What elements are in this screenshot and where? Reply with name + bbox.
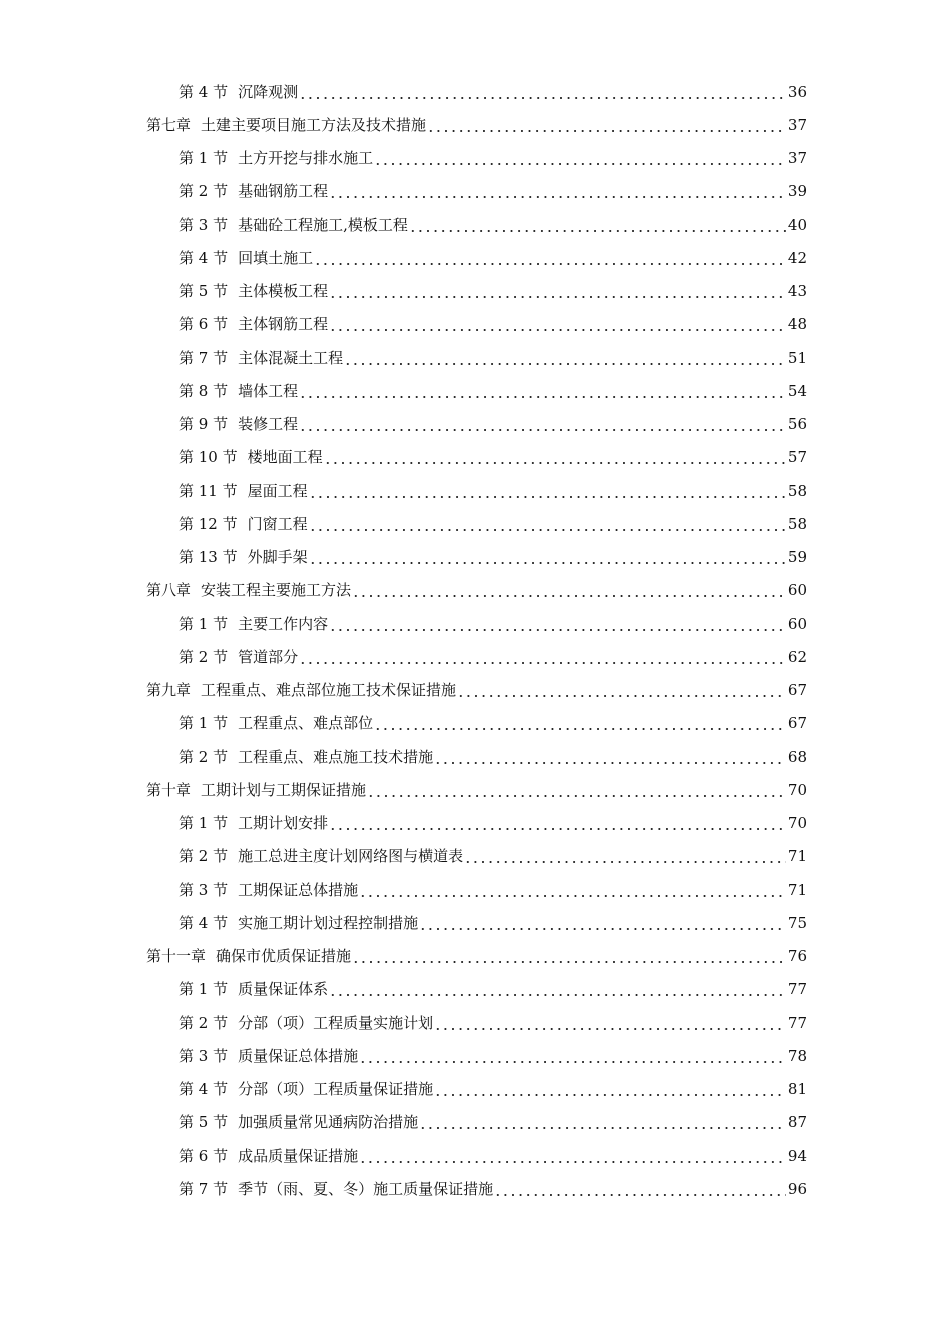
toc-section-entry[interactable] — [0, 973, 950, 1006]
toc-entry-text: 主体模板工程 — [238, 282, 329, 301]
toc-dot-leader — [434, 1079, 786, 1099]
toc-entry-text: 主体混凝土工程 — [238, 348, 344, 367]
toc-dot-leader — [314, 248, 786, 268]
toc-entry-title — [179, 348, 343, 368]
toc-dot-leader — [464, 846, 786, 866]
toc-entry-number: 第十一章 — [146, 947, 207, 966]
toc-dot-leader — [374, 713, 786, 733]
toc-dot-leader — [329, 314, 786, 334]
toc-section-entry[interactable] — [0, 275, 950, 308]
toc-entry-text: 楼地面工程 — [247, 448, 323, 467]
toc-entry-text: 成品质量保证措施 — [238, 1146, 359, 1165]
toc-section-entry[interactable] — [0, 807, 950, 840]
toc-entry-title — [179, 979, 328, 999]
toc-entry-title — [179, 381, 298, 401]
toc-entry-text: 土建主要项目施工方法及技术措施 — [201, 115, 427, 134]
toc-page-number: 87 — [787, 1113, 807, 1132]
toc-section-entry[interactable] — [0, 308, 950, 341]
toc-dot-leader — [419, 1112, 786, 1132]
toc-section-entry[interactable] — [0, 707, 950, 740]
toc-section-entry[interactable] — [0, 507, 950, 540]
toc-page-number: 96 — [787, 1179, 807, 1198]
toc-page-number: 58 — [787, 481, 807, 500]
toc-entry-number: 第 5 节 — [179, 1113, 229, 1132]
toc-page-number: 77 — [787, 1013, 807, 1032]
toc-section-entry[interactable] — [0, 1172, 950, 1205]
toc-dot-leader — [329, 181, 786, 201]
toc-entry-number: 第八章 — [146, 581, 192, 600]
toc-dot-leader — [419, 913, 786, 933]
toc-chapter-entry[interactable] — [0, 773, 950, 806]
toc-dot-leader — [409, 215, 786, 235]
toc-entry-title — [179, 1046, 358, 1066]
toc-chapter-entry[interactable] — [0, 108, 950, 141]
toc-dot-leader — [299, 414, 786, 434]
toc-entry-title — [179, 1146, 358, 1166]
toc-page-number: 42 — [787, 248, 807, 267]
toc-entry-number: 第 8 节 — [179, 381, 229, 400]
toc-entry-text: 质量保证总体措施 — [238, 1046, 359, 1065]
toc-entry-text: 分部（项）工程质量保证措施 — [238, 1080, 434, 1099]
toc-entry-text: 实施工期计划过程控制措施 — [238, 913, 419, 932]
toc-page-number: 78 — [787, 1046, 807, 1065]
toc-section-entry[interactable] — [0, 175, 950, 208]
toc-entry-number: 第 2 节 — [179, 1013, 229, 1032]
toc-entry-number: 第 3 节 — [179, 880, 229, 899]
toc-entry-title — [179, 414, 298, 434]
toc-entry-title — [179, 447, 323, 467]
toc-dot-leader — [457, 680, 786, 700]
toc-page-number: 36 — [787, 82, 807, 101]
toc-entry-text: 安装工程主要施工方法 — [201, 581, 352, 600]
toc-entry-number: 第 4 节 — [179, 82, 229, 101]
toc-entry-number: 第 12 节 — [179, 514, 238, 533]
toc-chapter-entry[interactable] — [0, 940, 950, 973]
toc-entry-number: 第 11 节 — [179, 481, 238, 500]
toc-dot-leader — [299, 381, 786, 401]
toc-entry-title — [179, 1013, 433, 1033]
toc-entry-title — [179, 913, 418, 933]
toc-entry-number: 第 4 节 — [179, 913, 229, 932]
table-of-contents — [0, 75, 950, 1206]
toc-dot-leader — [309, 481, 786, 501]
toc-entry-title — [146, 580, 351, 600]
toc-page-number: 54 — [787, 381, 807, 400]
toc-entry-text: 工程重点、难点部位 — [238, 714, 374, 733]
toc-section-entry[interactable] — [0, 474, 950, 507]
toc-page-number: 37 — [787, 149, 807, 168]
toc-dot-leader — [329, 813, 786, 833]
toc-page-number: 81 — [787, 1080, 807, 1099]
toc-entry-text: 土方开挖与排水施工 — [238, 149, 374, 168]
toc-section-entry[interactable] — [0, 75, 950, 108]
toc-section-entry[interactable] — [0, 441, 950, 474]
toc-entry-title — [179, 813, 328, 833]
toc-section-entry[interactable] — [0, 208, 950, 241]
toc-entry-number: 第 3 节 — [179, 1046, 229, 1065]
toc-entry-number: 第十章 — [146, 780, 192, 799]
toc-entry-title — [179, 880, 358, 900]
toc-entry-number: 第 4 节 — [179, 248, 229, 267]
toc-entry-number: 第 5 节 — [179, 282, 229, 301]
toc-dot-leader — [434, 747, 786, 767]
toc-entry-text: 屋面工程 — [247, 481, 308, 500]
toc-entry-title — [179, 614, 328, 634]
toc-entry-title — [179, 148, 373, 168]
toc-page-number: 70 — [787, 814, 807, 833]
toc-entry-text: 季节（雨、夏、冬）施工质量保证措施 — [238, 1179, 494, 1198]
toc-entry-text: 工程重点、难点部位施工技术保证措施 — [201, 681, 457, 700]
toc-entry-title — [179, 248, 313, 268]
toc-entry-number: 第 10 节 — [179, 448, 238, 467]
toc-entry-title — [179, 281, 328, 301]
toc-entry-title — [179, 647, 298, 667]
toc-entry-text: 质量保证体系 — [238, 980, 329, 999]
toc-page-number: 48 — [787, 315, 807, 334]
toc-dot-leader — [329, 614, 786, 634]
toc-entry-text: 基础砼工程施工,模板工程 — [238, 215, 408, 234]
toc-entry-number: 第 1 节 — [179, 614, 229, 633]
toc-section-entry[interactable] — [0, 142, 950, 175]
toc-section-entry[interactable] — [0, 374, 950, 407]
toc-entry-number: 第 3 节 — [179, 215, 229, 234]
toc-entry-title — [179, 547, 308, 567]
toc-entry-title — [179, 1112, 418, 1132]
toc-page-number: 75 — [787, 913, 807, 932]
toc-section-entry[interactable] — [0, 840, 950, 873]
toc-section-entry[interactable] — [0, 1039, 950, 1072]
toc-dot-leader — [494, 1179, 786, 1199]
toc-section-entry[interactable] — [0, 1106, 950, 1139]
toc-dot-leader — [324, 447, 786, 467]
toc-page-number: 60 — [787, 581, 807, 600]
toc-entry-text: 沉降观测 — [238, 82, 299, 101]
toc-entry-title — [146, 115, 426, 135]
toc-dot-leader — [329, 281, 786, 301]
toc-entry-number: 第九章 — [146, 681, 192, 700]
toc-section-entry[interactable] — [0, 541, 950, 574]
toc-entry-title — [179, 747, 433, 767]
toc-entry-title — [146, 680, 456, 700]
toc-section-entry[interactable] — [0, 241, 950, 274]
toc-entry-number: 第 2 节 — [179, 647, 229, 666]
toc-entry-title — [179, 846, 463, 866]
toc-dot-leader — [299, 647, 786, 667]
toc-entry-text: 工期计划与工期保证措施 — [201, 780, 367, 799]
toc-page-number: 94 — [787, 1146, 807, 1165]
toc-chapter-entry[interactable] — [0, 574, 950, 607]
toc-dot-leader — [309, 514, 786, 534]
toc-entry-text: 确保市优质保证措施 — [216, 947, 352, 966]
toc-section-entry[interactable] — [0, 1006, 950, 1039]
toc-page-number: 71 — [787, 847, 807, 866]
toc-entry-text: 管道部分 — [238, 647, 299, 666]
toc-entry-number: 第 1 节 — [179, 814, 229, 833]
toc-section-entry[interactable] — [0, 873, 950, 906]
toc-entry-number: 第 9 节 — [179, 415, 229, 434]
toc-entry-text: 主要工作内容 — [238, 614, 329, 633]
toc-entry-number: 第 1 节 — [179, 149, 229, 168]
toc-entry-text: 外脚手架 — [247, 548, 308, 567]
toc-entry-title — [179, 82, 298, 102]
toc-page-number: 62 — [787, 647, 807, 666]
toc-section-entry[interactable] — [0, 341, 950, 374]
toc-page-number: 77 — [787, 980, 807, 999]
toc-page-number: 67 — [787, 714, 807, 733]
toc-entry-title — [179, 181, 328, 201]
toc-page-number: 51 — [787, 348, 807, 367]
toc-entry-number: 第 13 节 — [179, 548, 238, 567]
toc-dot-leader — [309, 547, 786, 567]
toc-entry-number: 第 7 节 — [179, 348, 229, 367]
toc-entry-title — [179, 1079, 433, 1099]
toc-page-number: 67 — [787, 681, 807, 700]
toc-page-number: 76 — [787, 947, 807, 966]
toc-entry-title — [179, 215, 408, 235]
toc-page-number: 71 — [787, 880, 807, 899]
toc-entry-text: 基础钢筋工程 — [238, 182, 329, 201]
toc-dot-leader — [344, 348, 786, 368]
toc-page-number: 68 — [787, 747, 807, 766]
toc-chapter-entry[interactable] — [0, 674, 950, 707]
toc-dot-leader — [427, 115, 786, 135]
toc-entry-text: 装修工程 — [238, 415, 299, 434]
toc-section-entry[interactable] — [0, 607, 950, 640]
toc-entry-title — [179, 514, 308, 534]
toc-entry-number: 第 2 节 — [179, 747, 229, 766]
toc-dot-leader — [329, 979, 786, 999]
toc-page-number: 58 — [787, 514, 807, 533]
toc-entry-title — [146, 780, 366, 800]
toc-entry-number: 第 2 节 — [179, 182, 229, 201]
toc-entry-text: 分部（项）工程质量实施计划 — [238, 1013, 434, 1032]
toc-section-entry[interactable] — [0, 1073, 950, 1106]
toc-dot-leader — [359, 1146, 786, 1166]
toc-dot-leader — [434, 1013, 786, 1033]
toc-section-entry[interactable] — [0, 740, 950, 773]
toc-dot-leader — [367, 780, 786, 800]
toc-page-number: 56 — [787, 415, 807, 434]
toc-section-entry[interactable] — [0, 906, 950, 939]
toc-page-number: 59 — [787, 548, 807, 567]
toc-entry-text: 施工总进主度计划网络图与横道表 — [238, 847, 464, 866]
toc-section-entry[interactable] — [0, 408, 950, 441]
toc-page-number: 37 — [787, 115, 807, 134]
toc-entry-number: 第 7 节 — [179, 1179, 229, 1198]
toc-entry-title — [179, 713, 373, 733]
toc-entry-text: 工程重点、难点施工技术措施 — [238, 747, 434, 766]
toc-dot-leader — [352, 580, 786, 600]
toc-entry-text: 工期计划安排 — [238, 814, 329, 833]
toc-entry-text: 墙体工程 — [238, 381, 299, 400]
toc-entry-title — [179, 314, 328, 334]
toc-entry-number: 第七章 — [146, 115, 192, 134]
toc-entry-text: 主体钢筋工程 — [238, 315, 329, 334]
toc-dot-leader — [359, 1046, 786, 1066]
toc-section-entry[interactable] — [0, 1139, 950, 1172]
toc-dot-leader — [352, 946, 786, 966]
toc-entry-text: 回填土施工 — [238, 248, 314, 267]
toc-entry-number: 第 6 节 — [179, 1146, 229, 1165]
toc-page-number: 60 — [787, 614, 807, 633]
toc-entry-title — [146, 946, 351, 966]
toc-page-number: 70 — [787, 780, 807, 799]
toc-entry-number: 第 2 节 — [179, 847, 229, 866]
toc-entry-number: 第 6 节 — [179, 315, 229, 334]
toc-entry-number: 第 1 节 — [179, 980, 229, 999]
toc-dot-leader — [299, 82, 786, 102]
toc-entry-number: 第 1 节 — [179, 714, 229, 733]
toc-section-entry[interactable] — [0, 640, 950, 673]
toc-page-number: 39 — [787, 182, 807, 201]
toc-dot-leader — [374, 148, 786, 168]
toc-page-number: 43 — [787, 282, 807, 301]
toc-entry-title — [179, 1179, 493, 1199]
toc-entry-title — [179, 481, 308, 501]
toc-page-number: 57 — [787, 448, 807, 467]
toc-entry-text: 门窗工程 — [247, 514, 308, 533]
toc-entry-text: 工期保证总体措施 — [238, 880, 359, 899]
toc-dot-leader — [359, 880, 786, 900]
toc-entry-number: 第 4 节 — [179, 1080, 229, 1099]
toc-entry-text: 加强质量常见通病防治措施 — [238, 1113, 419, 1132]
toc-page-number: 40 — [787, 215, 807, 234]
